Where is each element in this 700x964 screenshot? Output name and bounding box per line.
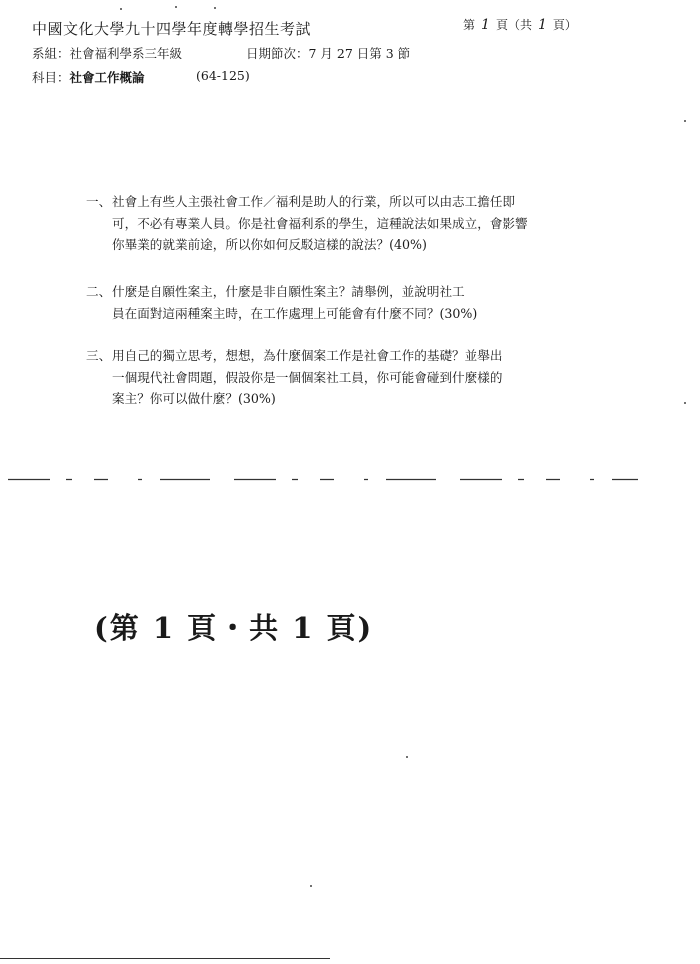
page-current: 1 xyxy=(481,17,490,33)
scan-speck xyxy=(120,8,122,10)
question-marker: 二、 xyxy=(86,284,112,299)
page-total: 1 xyxy=(537,17,547,33)
question-marker: 一、 xyxy=(86,194,112,209)
question-3 xyxy=(86,345,586,410)
scan-speck xyxy=(684,120,686,122)
scan-speck xyxy=(175,6,177,8)
subject-label: 科目： xyxy=(32,70,70,85)
question-2 xyxy=(86,281,586,324)
scan-bottom-line xyxy=(0,958,330,959)
exam-title: 中國文化大學九十四學年度轉學招生考試 xyxy=(32,20,312,38)
question-line: 社會上有些人主張社會工作／福利是助人的行業，所以可以由志工擔任即 xyxy=(112,194,515,209)
subject-code: (64-125) xyxy=(196,68,250,83)
scan-speck xyxy=(310,885,312,887)
page-middle: 頁（共 xyxy=(495,18,532,32)
question-line: 你畢業的就業前途，所以你如何反駁這樣的說法？(40%) xyxy=(112,237,427,252)
page-prefix: 第 xyxy=(463,18,476,32)
page-indicator xyxy=(463,16,577,33)
scan-speck xyxy=(214,7,216,9)
scan-speck xyxy=(406,756,408,758)
department-line: 系組：社會福利學系三年級 xyxy=(32,46,183,61)
question-line: 員在面對這兩種案主時，在工作處理上可能會有什麼不同？(30%) xyxy=(112,305,478,321)
question-line: 可，不必有專業人員。你是社會福利系的學生，這種說法如果成立，會影響 xyxy=(112,215,528,231)
question-line: 用自己的獨立思考，想想，為什麼個案工作是社會工作的基礎？並舉出 xyxy=(112,348,503,363)
dashed-separator xyxy=(8,478,638,481)
question-line: 案主？你可以做什麼？(30%) xyxy=(112,391,276,406)
question-line: 一個現代社會問題，假設你是一個個案社工員，你可能會碰到什麼樣的 xyxy=(112,369,503,385)
question-marker: 三、 xyxy=(86,348,112,363)
page-suffix: 頁） xyxy=(552,18,577,32)
subject-line xyxy=(32,68,145,86)
subject-name: 社會工作概論 xyxy=(69,70,145,85)
question-1 xyxy=(86,191,586,256)
page-stamp: (第 1 頁・共 1 頁) xyxy=(94,611,374,645)
scan-speck xyxy=(684,402,686,404)
date-session-line: 日期節次：7 月 27 日第 3 節 xyxy=(246,46,411,61)
question-line: 什麼是自願性案主，什麼是非自願性案主？請舉例，並說明社工 xyxy=(112,284,465,299)
